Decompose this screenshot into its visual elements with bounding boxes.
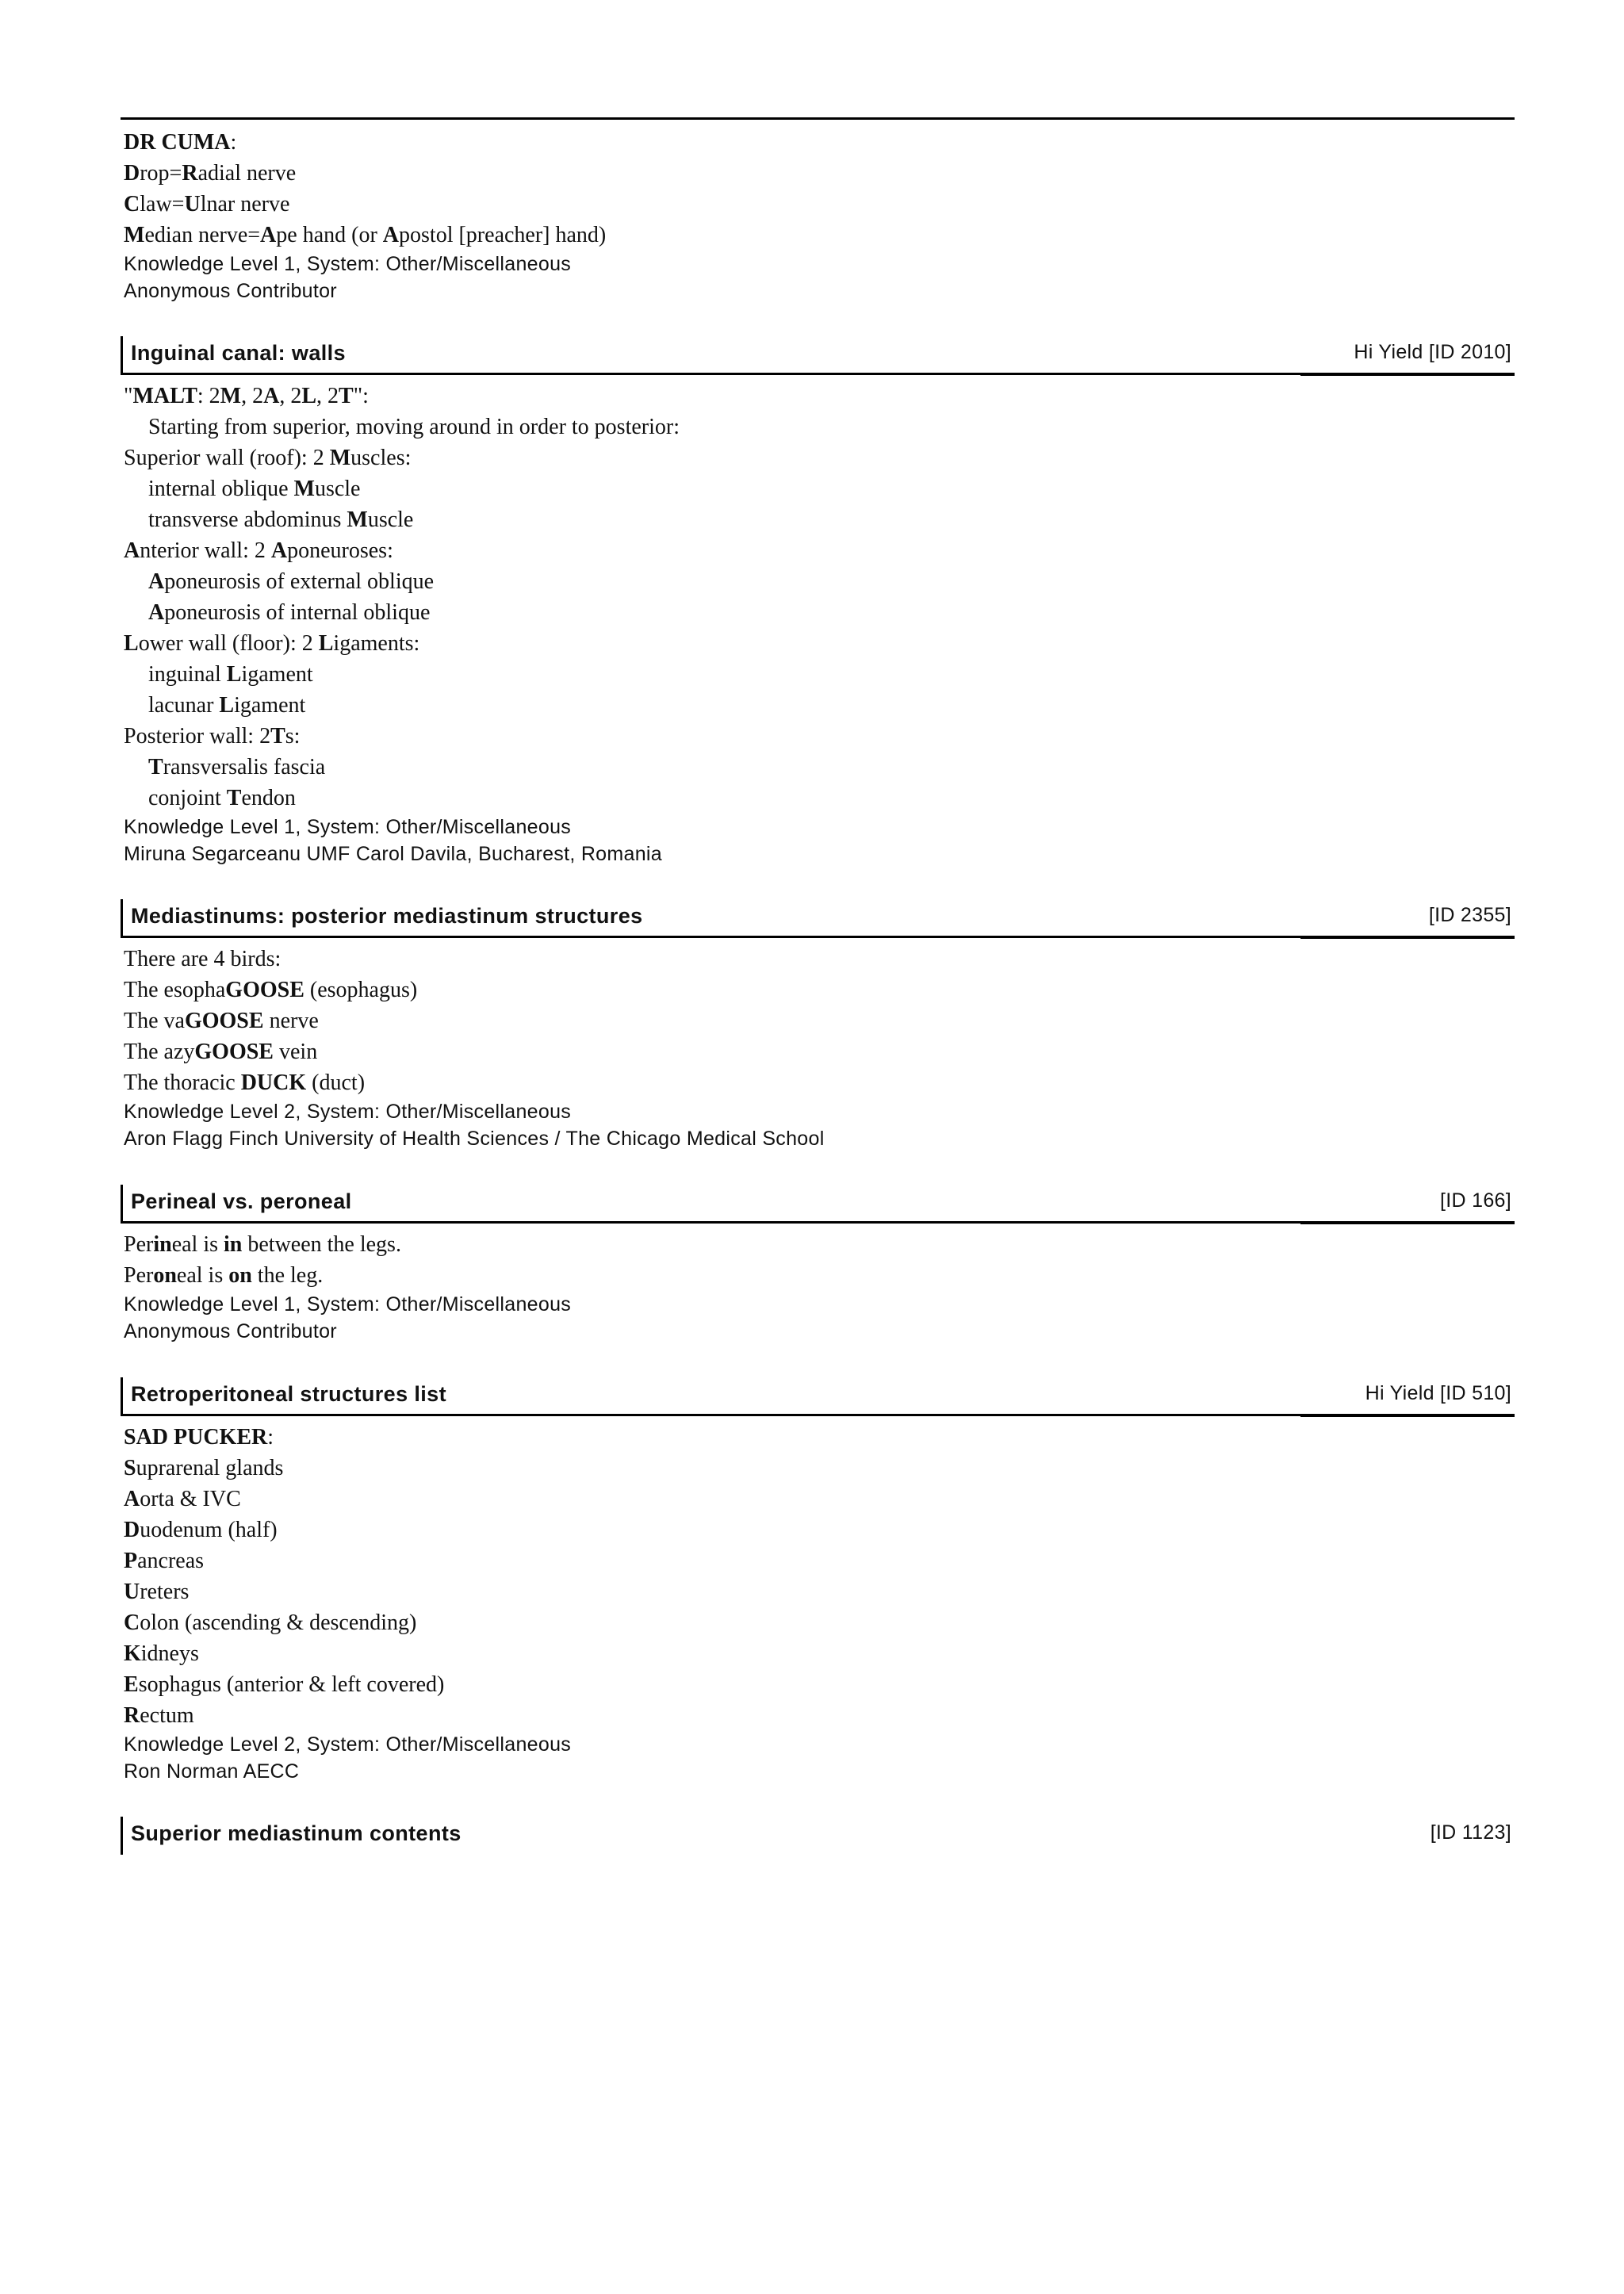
header-rule-thick xyxy=(1300,1414,1515,1417)
line-text: edian nerve= xyxy=(144,223,261,247)
mnemonic-letter: A xyxy=(260,223,277,247)
entry-id: Hi Yield [ID 510] xyxy=(1365,1382,1511,1404)
mnemonic-letter: L xyxy=(124,631,139,656)
line-text: Posterior wall: 2 xyxy=(124,724,271,749)
entry-perineal-peroneal xyxy=(121,1185,1515,1345)
line-text: poneurosis of external oblique xyxy=(164,569,435,594)
body-line xyxy=(124,1484,1515,1515)
body-line xyxy=(124,442,1515,473)
mnemonic-letter: MALT xyxy=(132,384,197,408)
entry-id: [ID 166] xyxy=(1440,1189,1511,1212)
mnemonic-letter: M xyxy=(220,384,242,408)
entry-title: Perineal vs. peroneal xyxy=(131,1189,352,1213)
line-text: igaments: xyxy=(333,631,420,656)
knowledge-level: Knowledge Level 1, System: Other/Miscellaneous xyxy=(124,1293,572,1316)
mnemonic-letter: T xyxy=(339,384,354,408)
entry-dr-cuma xyxy=(121,127,1515,304)
body-line xyxy=(124,1669,1515,1700)
knowledge-level: Knowledge Level 1, System: Other/Miscellaneous xyxy=(124,816,572,838)
mnemonic-letter: T xyxy=(270,724,285,749)
header-bar xyxy=(121,1185,123,1223)
mnemonic-letter: DR CUMA xyxy=(124,130,231,155)
mnemonic-letter: L xyxy=(318,631,334,656)
line-text: endon xyxy=(241,786,296,810)
line-text: internal oblique xyxy=(148,477,294,501)
line-text: nterior wall: 2 xyxy=(140,538,271,563)
line-text: poneurosis of internal oblique xyxy=(164,600,431,625)
line-text: The va xyxy=(124,1009,185,1033)
mnemonic-letter: C xyxy=(124,1610,140,1635)
mnemonic-letter: GOOSE xyxy=(184,1009,264,1033)
line-text: " xyxy=(124,384,133,408)
line-text: Per xyxy=(124,1232,154,1257)
mnemonic-letter: A xyxy=(382,223,400,247)
body-line xyxy=(124,628,1515,659)
line-text: ": xyxy=(353,384,369,408)
line-text: eal is xyxy=(171,1232,224,1257)
body-line xyxy=(124,1700,1515,1731)
mnemonic-letter: L xyxy=(219,693,235,718)
entry-header xyxy=(121,336,1515,376)
line-text: Per xyxy=(124,1263,154,1288)
body-line xyxy=(124,1260,1515,1291)
body-line xyxy=(124,659,1515,690)
line-text: uscle xyxy=(314,477,361,501)
header-bar xyxy=(121,336,123,374)
body-line xyxy=(124,1638,1515,1669)
mnemonic-letter: on xyxy=(153,1263,177,1288)
line-text: (duct) xyxy=(306,1070,366,1095)
entry-retroperitoneal xyxy=(121,1377,1515,1785)
mnemonic-letter: L xyxy=(226,662,242,687)
body-line xyxy=(124,1545,1515,1576)
body-line xyxy=(124,158,1515,189)
knowledge-level: Knowledge Level 2, System: Other/Miscellaneous xyxy=(124,1733,572,1756)
mnemonic-letter: DUCK xyxy=(240,1070,307,1095)
mnemonic-letter: in xyxy=(153,1232,172,1257)
mnemonic-letter: M xyxy=(124,223,145,247)
body-line xyxy=(124,189,1515,220)
body-line xyxy=(124,220,1515,251)
mnemonic-letter: M xyxy=(347,507,368,532)
mnemonic-letter: C xyxy=(124,192,140,216)
contributor: Miruna Segarceanu UMF Carol Davila, Bucharest, Romania xyxy=(124,843,662,865)
line-text: reters xyxy=(140,1580,190,1604)
body-line xyxy=(124,1229,1515,1260)
entry-header xyxy=(121,1377,1515,1417)
knowledge-level: Knowledge Level 2, System: Other/Miscellaneous xyxy=(124,1101,572,1123)
contributor: Ron Norman AECC xyxy=(124,1760,300,1783)
body-line xyxy=(124,1036,1515,1067)
body-line xyxy=(124,412,1515,442)
mnemonic-letter: M xyxy=(293,477,315,501)
line-text: idneys xyxy=(140,1641,199,1666)
mnemonic-letter: A xyxy=(148,600,165,625)
mnemonic-letter: A xyxy=(270,538,288,563)
body-line xyxy=(124,944,1515,975)
line-text: ancreas xyxy=(137,1549,205,1573)
entry-title: Retroperitoneal structures list xyxy=(131,1382,446,1406)
line-text: The thoracic xyxy=(124,1070,241,1095)
entry-body xyxy=(124,1422,1515,1731)
line-text: lacunar xyxy=(148,693,220,718)
mnemonic-letter: L xyxy=(301,384,317,408)
line-text: nerve xyxy=(263,1009,319,1033)
body-line xyxy=(124,752,1515,783)
mnemonic-letter: D xyxy=(124,1518,140,1542)
line-text: law= xyxy=(140,192,185,216)
entry-header xyxy=(121,899,1515,939)
body-line xyxy=(124,721,1515,752)
mnemonic-letter: D xyxy=(124,161,140,186)
entry-body xyxy=(124,381,1515,814)
line-text: between the legs. xyxy=(242,1232,401,1257)
entry-id: [ID 2355] xyxy=(1428,904,1511,926)
line-text: uodenum (half) xyxy=(140,1518,278,1542)
top-rule xyxy=(121,117,1515,120)
line-text: poneuroses: xyxy=(287,538,393,563)
line-text: uscles: xyxy=(350,446,412,470)
mnemonic-letter: A xyxy=(124,538,140,563)
entry-id: [ID 1123] xyxy=(1430,1821,1511,1844)
mnemonic-letter: K xyxy=(124,1641,141,1666)
contributor: Anonymous Contributor xyxy=(124,280,337,302)
line-text: : xyxy=(230,130,237,155)
line-text: Starting from superior, moving around in order to posterior: xyxy=(148,415,680,439)
line-text: the leg. xyxy=(251,1263,324,1288)
entry-body xyxy=(124,1229,1515,1291)
header-rule-thick xyxy=(1300,936,1515,939)
knowledge-level: Knowledge Level 1, System: Other/Miscellaneous xyxy=(124,253,572,275)
line-text: adial nerve xyxy=(197,161,297,186)
line-text: transverse abdominus xyxy=(148,507,347,532)
mnemonic-letter: A xyxy=(148,569,165,594)
line-text: postol [preacher] hand) xyxy=(399,223,607,247)
body-line xyxy=(124,566,1515,597)
mnemonic-letter: E xyxy=(124,1672,139,1697)
body-line xyxy=(124,127,1515,158)
entry-header xyxy=(121,1817,1515,1856)
line-text: There are 4 birds: xyxy=(124,947,282,971)
entry-superior-mediastinum xyxy=(121,1817,1515,1856)
line-text: eal is xyxy=(176,1263,229,1288)
mnemonic-letter: M xyxy=(329,446,351,470)
line-text: uscle xyxy=(367,507,414,532)
body-line xyxy=(124,597,1515,628)
mnemonic-letter: S xyxy=(124,1456,136,1480)
line-text: conjoint xyxy=(148,786,227,810)
line-text: olon (ascending & descending) xyxy=(140,1610,417,1635)
body-line xyxy=(124,1607,1515,1638)
entry-title: Mediastinums: posterior mediastinum structures xyxy=(131,904,643,928)
contributor: Anonymous Contributor xyxy=(124,1320,337,1342)
line-text: The esopha xyxy=(124,978,226,1002)
entry-id: Hi Yield [ID 2010] xyxy=(1354,341,1511,363)
body-line xyxy=(124,1067,1515,1098)
body-line xyxy=(124,381,1515,412)
mnemonic-letter: T xyxy=(148,755,163,779)
body-line xyxy=(124,1422,1515,1453)
body-line xyxy=(124,1576,1515,1607)
mnemonic-letter: U xyxy=(184,192,201,216)
header-bar xyxy=(121,899,123,937)
line-text: The azy xyxy=(124,1040,195,1064)
line-text: ransversalis fascia xyxy=(163,755,326,779)
line-text: rop= xyxy=(140,161,182,186)
mnemonic-letter: in xyxy=(224,1232,243,1257)
mnemonic-letter: R xyxy=(182,161,198,186)
entry-body xyxy=(124,127,1515,251)
body-line xyxy=(124,975,1515,1005)
line-text: uprarenal glands xyxy=(136,1456,284,1480)
line-text: s: xyxy=(285,724,301,749)
mnemonic-letter: on xyxy=(228,1263,252,1288)
line-text: sophagus (anterior & left covered) xyxy=(138,1672,445,1697)
body-line xyxy=(124,535,1515,566)
mnemonic-letter: R xyxy=(124,1703,140,1728)
line-text: (esophagus) xyxy=(304,978,418,1002)
header-bar xyxy=(121,1377,123,1415)
mnemonic-letter: T xyxy=(226,786,242,810)
header-rule-thick xyxy=(1300,1221,1515,1224)
mnemonic-letter: U xyxy=(124,1580,140,1604)
mnemonic-letter: A xyxy=(263,384,280,408)
mnemonic-letter: SAD PUCKER xyxy=(124,1425,268,1450)
line-text: : 2 xyxy=(197,384,220,408)
line-text: inguinal xyxy=(148,662,227,687)
entry-inguinal-canal xyxy=(121,336,1515,867)
entry-title: Superior mediastinum contents xyxy=(131,1821,462,1845)
line-text: igament xyxy=(234,693,306,718)
mnemonic-letter: GOOSE xyxy=(225,978,304,1002)
entry-header xyxy=(121,1185,1515,1224)
header-rule-thick xyxy=(1300,373,1515,376)
body-line xyxy=(124,473,1515,504)
line-text: ower wall (floor): 2 xyxy=(138,631,319,656)
body-line xyxy=(124,783,1515,814)
body-line xyxy=(124,1515,1515,1545)
line-text: orta & IVC xyxy=(140,1487,241,1511)
header-bar xyxy=(121,1817,123,1855)
body-line xyxy=(124,1005,1515,1036)
entry-title: Inguinal canal: walls xyxy=(131,341,346,365)
mnemonic-letter: A xyxy=(124,1487,140,1511)
contributor: Aron Flagg Finch University of Health Sciences / The Chicago Medical School xyxy=(124,1128,825,1150)
line-text: Superior wall (roof): 2 xyxy=(124,446,330,470)
line-text: pe hand (or xyxy=(276,223,383,247)
line-text: lnar nerve xyxy=(200,192,290,216)
line-text: ectum xyxy=(140,1703,194,1728)
mnemonic-letter: P xyxy=(124,1549,138,1573)
body-line xyxy=(124,690,1515,721)
line-text: , 2 xyxy=(241,384,264,408)
entry-posterior-mediastinum xyxy=(121,899,1515,1152)
body-line xyxy=(124,504,1515,535)
entry-body xyxy=(124,944,1515,1098)
line-text: , 2 xyxy=(316,384,339,408)
line-text: vein xyxy=(273,1040,318,1064)
line-text: : xyxy=(267,1425,274,1450)
line-text: igament xyxy=(241,662,313,687)
mnemonic-letter: GOOSE xyxy=(194,1040,274,1064)
line-text: , 2 xyxy=(279,384,302,408)
body-line xyxy=(124,1453,1515,1484)
